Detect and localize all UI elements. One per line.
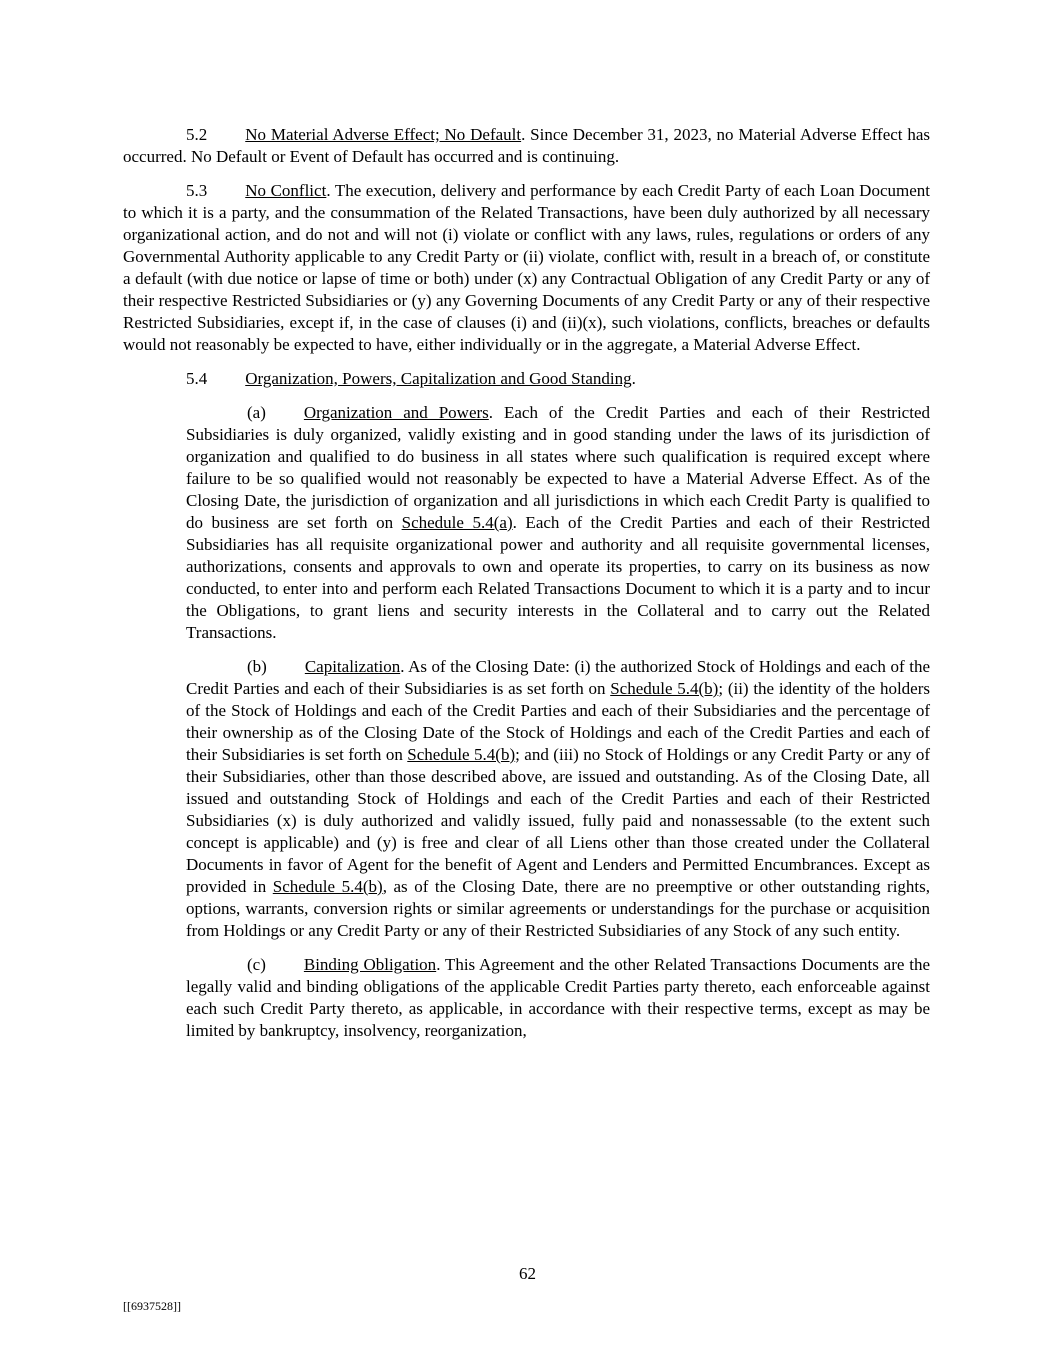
text-run: . As of the Closing Date: (i) the authorized Stock of Holdings and each of the Credit Parties and each of their Subsidiaries is as set forth on bbox=[186, 657, 930, 698]
page-number: 62 bbox=[519, 1264, 536, 1283]
text-run: (b) bbox=[247, 657, 267, 676]
paragraph-5-4-a bbox=[186, 402, 930, 644]
footer-document-tag: [[6937528]] bbox=[123, 1299, 181, 1313]
text-run: 5.2 bbox=[186, 125, 208, 144]
text-run: 5.4 bbox=[186, 369, 208, 388]
underlined-text: No Material Adverse Effect; No Default bbox=[245, 125, 522, 144]
underlined-text: No Conflict bbox=[245, 181, 327, 200]
text-run: . Each of the Credit Parties and each of their Restricted Subsidiaries is duly organized, validly existing and in good standing under the laws of its jurisdiction of organization and qualified to do business in all states where such qualification is required except where failure to be so qualified would not reasonably be expected to have a Material Adverse Effect. As of the Closing Date, the jurisdiction of organization and all jurisdictions in which each Credit Party is qualified to do business are set forth on bbox=[186, 403, 930, 532]
underlined-text: Schedule 5.4(b) bbox=[610, 679, 719, 698]
paragraph-5-4 bbox=[123, 368, 930, 390]
paragraph-5-4-b bbox=[186, 656, 930, 942]
text-run: 5.3 bbox=[186, 181, 208, 200]
underlined-text: Organization and Powers bbox=[303, 403, 489, 422]
text-run: . Each of the Credit Parties and each of their Restricted Subsidiaries has all requisite organizational power and authority and all requisite governmental licenses, authorizations, consents and approvals to own and operate its properties, to carry on its business as now conducted, to enter into and perform each Related Transactions Document to which it is a party and to incur the Obligations, to grant liens and security interests in the Collateral and to carry out the Related Transactions. bbox=[186, 513, 930, 642]
text-run: . The execution, delivery and performance by each Credit Party of each Loan Document to which it is a party, and the consummation of the Related Transactions, have been duly authorized by all necessary organizational action, and do not and will not (i) violate or conflict with any laws, rules, regulations or orders of any Governmental Authority applicable to any Credit Party or (ii) violate, conflict with, result in a breach of, or constitute a default (with due notice or lapse of time or both) under (x) any Contractual Obligation of any Credit Party or any of their respective Restricted Subsidiaries or (y) any Governing Documents of any Credit Party or any of their respective Restricted Subsidiaries, except if, in the case of clauses (i) and (ii)(x), such violations, conflicts, breaches or defaults would not reasonably be expected to have, either individually or in the aggregate, a Material Adverse Effect. bbox=[123, 181, 931, 354]
paragraph-5-2 bbox=[123, 124, 930, 168]
text-run: (c) bbox=[247, 955, 266, 974]
text-run: . bbox=[631, 369, 636, 388]
text-run: ; and (iii) no Stock of Holdings or any Credit Party or any of their Subsidiaries, other than those described above, are issued and outstanding. As of the Closing Date, all issued and outstanding Stock of Holdings and each of the Credit Parties and each of their Restricted Subsidiaries (x) is duly authorized and validly issued, fully paid and nonassessable (to the extent such concept is applicable) and (y) is free and clear of all Liens other than those created under the Collateral Documents in favor of Agent for the benefit of Agent and Lenders and Permitted Encumbrances. Except as provided in bbox=[186, 745, 930, 896]
underlined-text: Capitalization bbox=[304, 657, 401, 676]
text-run: (a) bbox=[247, 403, 266, 422]
underlined-text: Schedule 5.4(b) bbox=[407, 745, 516, 764]
text-run: . Since December 31, 2023, no Material Adverse Effect has occurred. No Default or Event of Default has occurred and is continuing. bbox=[123, 125, 930, 166]
underlined-text: Binding Obligation bbox=[303, 955, 437, 974]
paragraph-5-4-c bbox=[186, 954, 930, 1042]
paragraph-5-3 bbox=[123, 180, 930, 356]
text-run: , as of the Closing Date, there are no preemptive or other outstanding rights, options, warrants, conversion rights or similar agreements or understandings for the purchase or acquisition from Holdings or any Credit Party or any of their Restricted Subsidiaries of any Stock of any such entity. bbox=[186, 877, 931, 940]
text-run: ; (ii) the identity of the holders of the Stock of Holdings and each of the Credit Parties and each of their Subsidiaries and the percentage of their ownership as of the Closing Date of the Stock of Holdings and each of the Credit Parties and each of their Subsidiaries is set forth on bbox=[186, 679, 930, 764]
underlined-text: Schedule 5.4(a) bbox=[401, 513, 513, 532]
document-body bbox=[123, 124, 930, 1054]
text-run: . This Agreement and the other Related Transactions Documents are the legally valid and binding obligations of the applicable Credit Parties party thereto, each enforceable against each such Credit Party thereto, as applicable, in accordance with their respective terms, except as may be limited by bankruptcy, insolvency, reorganization, bbox=[186, 955, 931, 1040]
underlined-text: Organization, Powers, Capitalization and Good Standing bbox=[245, 369, 632, 388]
underlined-text: Schedule 5.4(b) bbox=[272, 877, 383, 896]
